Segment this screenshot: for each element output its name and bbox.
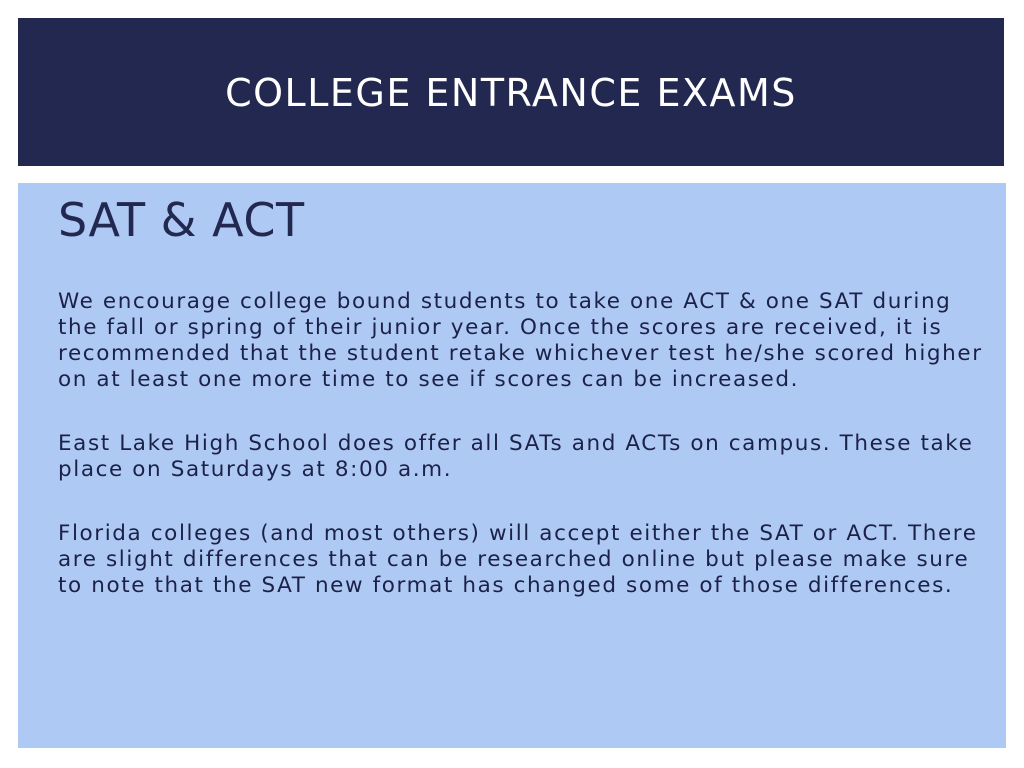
- paragraph-on-campus-testing: East Lake High School does offer all SATs and ACTs on campus. These take place on Saturdays at 8:00 a.m.: [58, 431, 974, 482]
- title-bar: [18, 18, 1004, 166]
- section-heading: SAT & ACT: [58, 193, 305, 247]
- paragraph-recommendation: We encourage college bound students to take one ACT & one SAT during the fall or spring of their junior year. Once the scores are received, it is recommended that the student retake whichever test he/she scored higher on at least one more time to see if scores can be increased.: [58, 289, 983, 392]
- content-box: [18, 183, 1006, 748]
- paragraph-college-acceptance: Florida colleges (and most others) will accept either the SAT or ACT. There are slight differences that can be researched online but please make sure to note that the SAT new format has changed some of those differences.: [58, 521, 978, 598]
- slide-title: COLLEGE ENTRANCE EXAMS: [225, 71, 797, 115]
- body-text: [58, 289, 988, 599]
